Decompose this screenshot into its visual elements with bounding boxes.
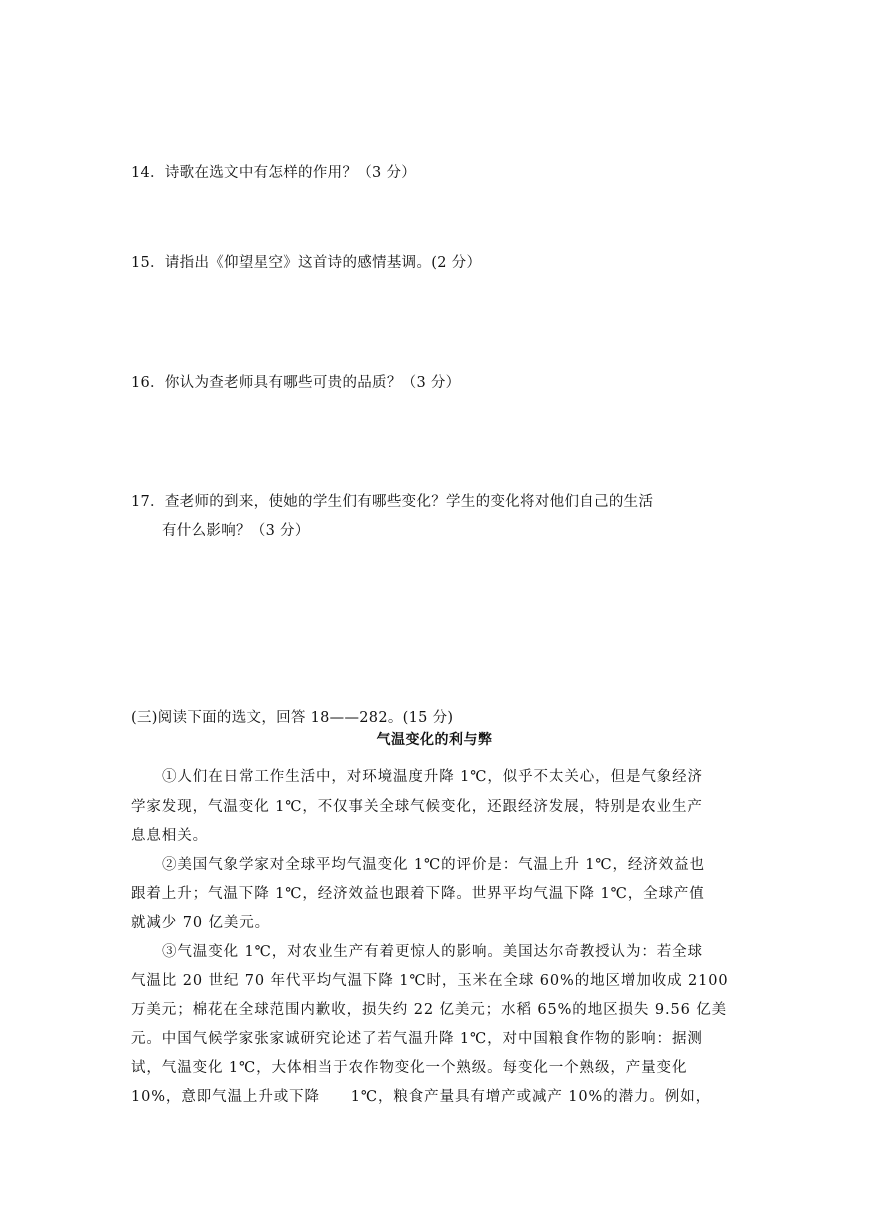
paragraph-3-line-4: 元。中国气候学家张家诚研究论述了若气温升降 1℃，对中国粮食作物的影响：据测 [131,1031,703,1047]
question-14: 14．诗歌在选文中有怎样的作用？（3 分） [131,165,417,181]
paragraph-1-line-1: ①人们在日常工作生活中，对环境温度升降 1℃，似乎不太关心，但是气象经济 [162,769,703,785]
question-17-line-2: 有什么影响？（3 分） [162,523,310,539]
paragraph-3-line-5: 试，气温变化 1℃，大体相当于农作物变化一个熟级。每变化一个熟级，产量变化 [131,1060,688,1076]
section-heading: (三)阅读下面的选文，回答 18——282。(15 分) [131,710,454,726]
paragraph-3-line-6: 10%，意即气温上升或下降 1℃，粮食产量具有增产或减产 10%的潜力。例如， [131,1089,712,1105]
paragraph-1-line-2: 学家发现，气温变化 1℃，不仅事关全球气候变化，还跟经济发展，特别是农业生产 [131,799,703,815]
paragraph-3-line-2: 气温比 20 世纪 70 年代平均气温下降 1℃时，玉米在全球 60%的地区增加收成 2100 [131,973,729,989]
paragraph-2-line-3: 就减少 70 亿美元。 [131,915,271,931]
question-15: 15．请指出《仰望星空》这首诗的感情基调。(2 分） [131,255,482,271]
question-16: 16．你认为查老师具有哪些可贵的品质？（3 分） [131,375,461,391]
paragraph-2-line-2: 跟着上升；气温下降 1℃，经济效益也跟着下降。世界平均气温下降 1℃，全球产值 [131,886,705,902]
question-17-line-1: 17．查老师的到来，使她的学生们有哪些变化？学生的变化将对他们自己的生活 [131,494,654,510]
article-title: 气温变化的利与弊 [376,732,493,748]
paragraph-1-line-3: 息息相关。 [131,828,208,844]
paragraph-3-line-3: 万美元；棉花在全球范围内歉收，损失约 22 亿美元；水稻 65%的地区损失 9.56 亿美 [131,1002,728,1018]
paragraph-3-line-1: ③气温变化 1℃，对农业生产有着更惊人的影响。美国达尔奇教授认为：若全球 [162,944,703,960]
paragraph-2-line-1: ②美国气象学家对全球平均气温变化 1℃的评价是：气温上升 1℃，经济效益也 [162,857,705,873]
